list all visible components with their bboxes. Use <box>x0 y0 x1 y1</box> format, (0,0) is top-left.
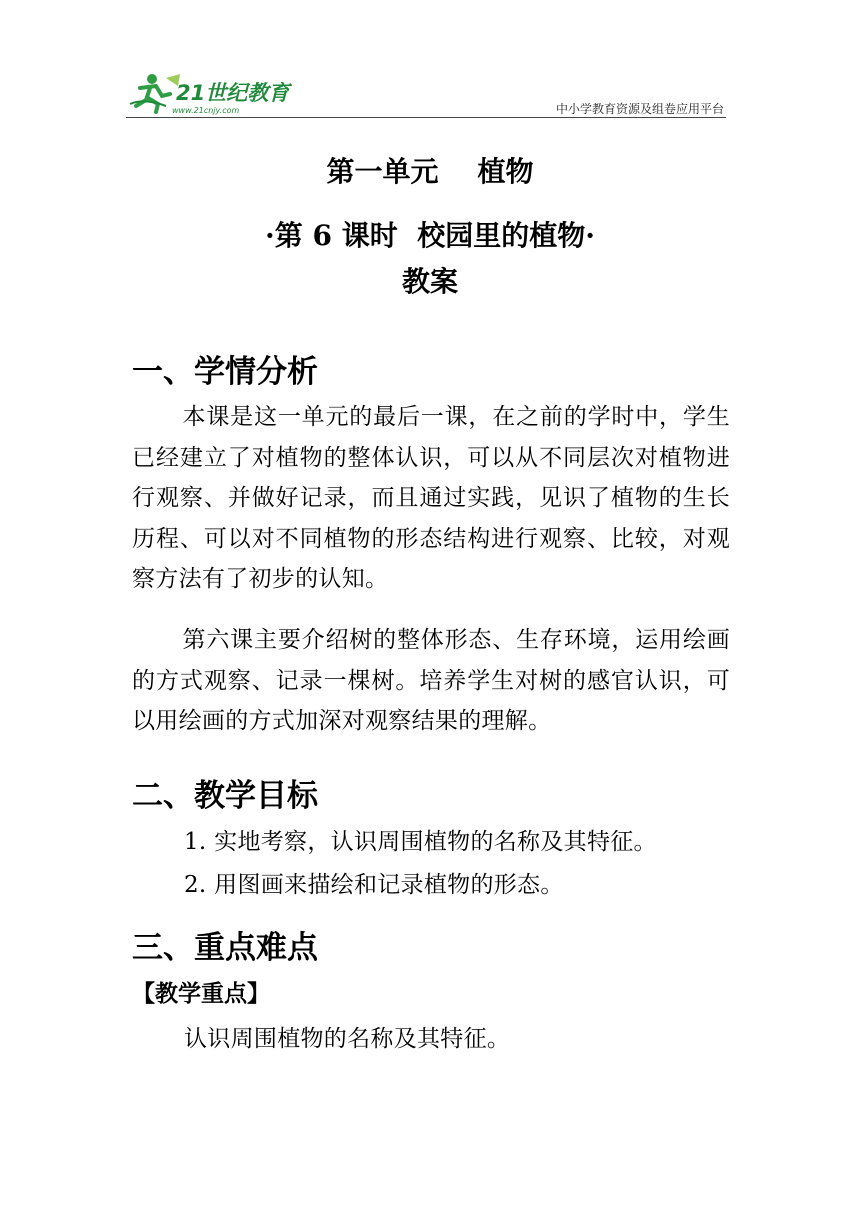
goal-item-1: 1. 实地考察，认识周围植物的名称及其特征。 <box>184 829 657 855</box>
header-divider <box>126 117 726 118</box>
section-heading-analysis: 一、学情分析 <box>132 354 318 390</box>
page-header <box>126 66 726 118</box>
unit-title: 第一单元 植物 <box>326 155 534 188</box>
doc-type-title: 教案 <box>401 265 458 298</box>
teaching-focus-text: 认识周围植物的名称及其特征。 <box>184 1026 511 1052</box>
lesson-title: ·第 6 课时 校园里的植物· <box>265 219 595 252</box>
sub-heading-teaching-focus: 【教学重点】 <box>132 980 270 1007</box>
analysis-paragraph-1: 本课是这一单元的最后一课，在之前的学时中，学生已经建立了对植物的整体认识，可以从不同层次对植物进行观察、并做好记录，而且通过实践，见识了植物的生长历程、可以对不同植物的形态结构进行观察、比较，对观察方法有了初步的认知。 <box>132 404 730 592</box>
logo-21cnjy <box>126 70 301 116</box>
platform-label: 中小学教育资源及组卷应用平台 <box>555 102 724 116</box>
logo-url: www.21cnjy.com <box>172 106 240 115</box>
analysis-paragraph-2: 第六课主要介绍树的整体形态、生存环境，运用绘画的方式观察、记录一棵树。培养学生对树的感官认识，可以用绘画的方式加深对观察结果的理解。 <box>132 627 730 734</box>
section-heading-goals: 二、教学目标 <box>132 778 318 814</box>
goal-item-2: 2. 用图画来描绘和记录植物的形态。 <box>184 872 564 898</box>
logo-text: 21世纪教育 <box>176 81 290 105</box>
section-heading-key-points: 三、重点难点 <box>132 930 318 966</box>
